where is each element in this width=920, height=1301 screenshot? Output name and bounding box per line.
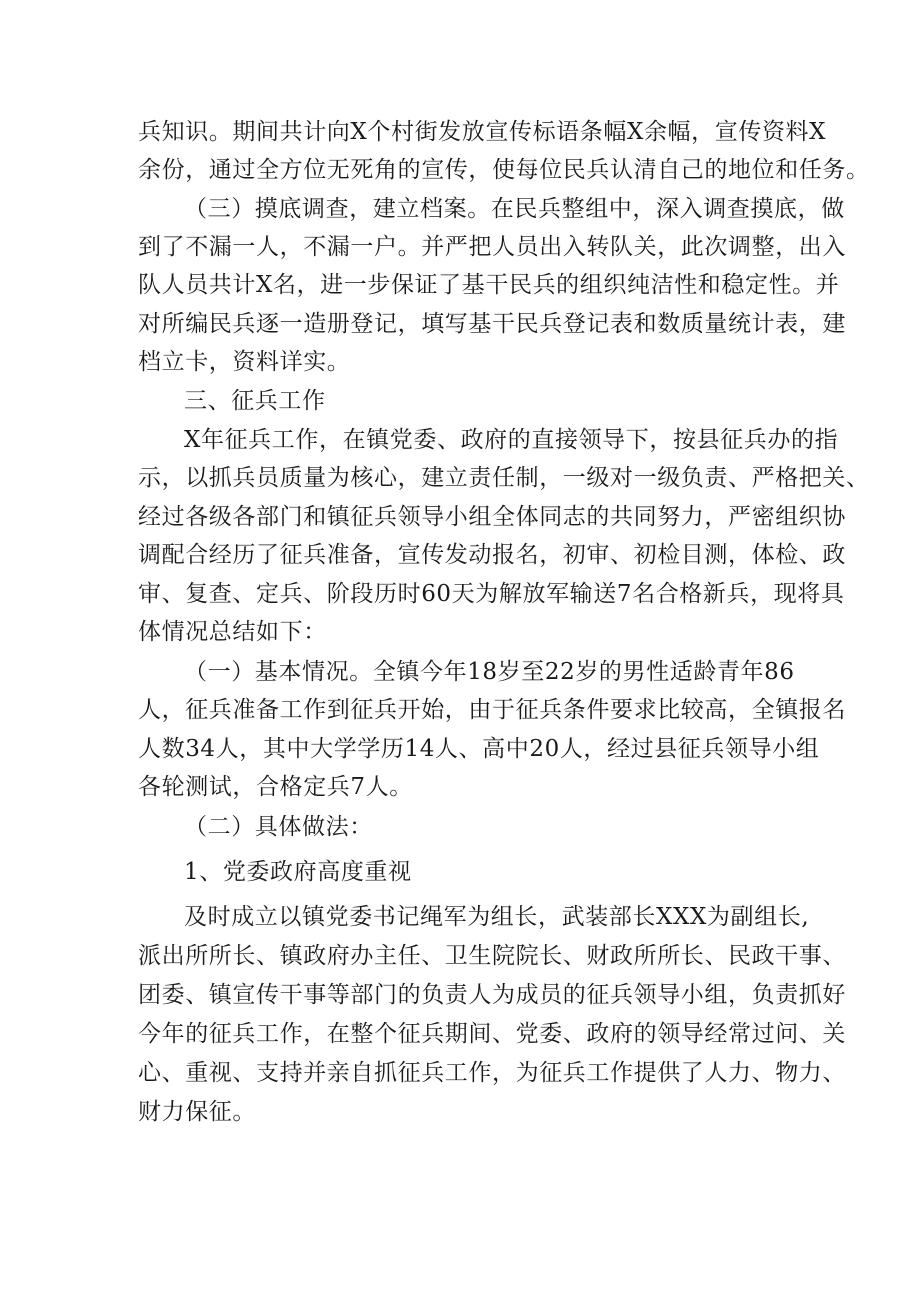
subsection-heading: 1、党委政府高度重视 [184, 859, 412, 885]
paragraph-line: 余份，通过全方位无死角的宣传，使每位民兵认清自己的地位和任务。 [138, 157, 870, 183]
paragraph-line: （一）基本情况。全镇今年18岁至22岁的男性适龄青年86 [184, 659, 795, 685]
paragraph-line: 兵知识。期间共计向X个村街发放宣传标语条幅X余幅，宣传资料X [138, 119, 827, 145]
paragraph-line: 今年的征兵工作，在整个征兵期间、党委、政府的领导经常过问、关 [138, 1021, 846, 1047]
paragraph-line: 心、重视、支持并亲自抓征兵工作，为征兵工作提供了人力、物力、 [138, 1060, 846, 1086]
paragraph-line: 对所编民兵逐一造册登记，填写基干民兵登记表和数质量统计表，建 [138, 311, 846, 337]
paragraph-line: 派出所所长、镇政府办主任、卫生院院长、财政所所长、民政干事、 [138, 943, 846, 969]
paragraph-line: 经过各级各部门和镇征兵领导小组全体同志的共同努力，严密组织协 [138, 504, 846, 530]
paragraph-line: 队人员共计X名，进一步保证了基干民兵的组织纯洁性和稳定性。并 [138, 272, 840, 298]
paragraph-line: 档立卡，资料详实。 [138, 349, 351, 375]
paragraph-line: 人，征兵准备工作到征兵开始，由于征兵条件要求比较高，全镇报名 [138, 697, 846, 723]
paragraph-line: 体情况总结如下： [138, 619, 327, 645]
paragraph-line: （三）摸底调查，建立档案。在民兵整组中，深入调查摸底，做 [184, 196, 845, 222]
paragraph-line: 团委、镇宣传干事等部门的负责人为成员的征兵领导小组，负责抓好 [138, 982, 846, 1008]
paragraph-line: X年征兵工作，在镇党委、政府的直接领导下，按县征兵办的指 [184, 427, 839, 453]
paragraph-line: 财力保征。 [138, 1099, 256, 1125]
paragraph-line: 调配合经历了征兵准备，宣传发动报名，初审、初检目测，体检、政 [138, 542, 846, 568]
paragraph-line: 及时成立以镇党委书记绳军为组长，武装部长XXX为副组长, [184, 904, 810, 930]
paragraph-line: 审、复查、定兵、阶段历时60天为解放军输送7名合格新兵，现将具 [138, 581, 845, 607]
paragraph-line: 示，以抓兵员质量为核心，建立责任制，一级对一级负责、严格把关、 [138, 465, 870, 491]
subsection-heading: （二）具体做法： [184, 814, 373, 840]
paragraph-line: 人数34人，其中大学学历14人、高中20人，经过县征兵领导小组 [138, 736, 820, 762]
paragraph-line: 到了不漏一人，不漏一户。并严把人员出入转队关，此次调整，出入 [138, 234, 846, 260]
paragraph-line: 各轮测试，合格定兵7人。 [138, 774, 413, 800]
section-heading: 三、征兵工作 [184, 388, 326, 414]
